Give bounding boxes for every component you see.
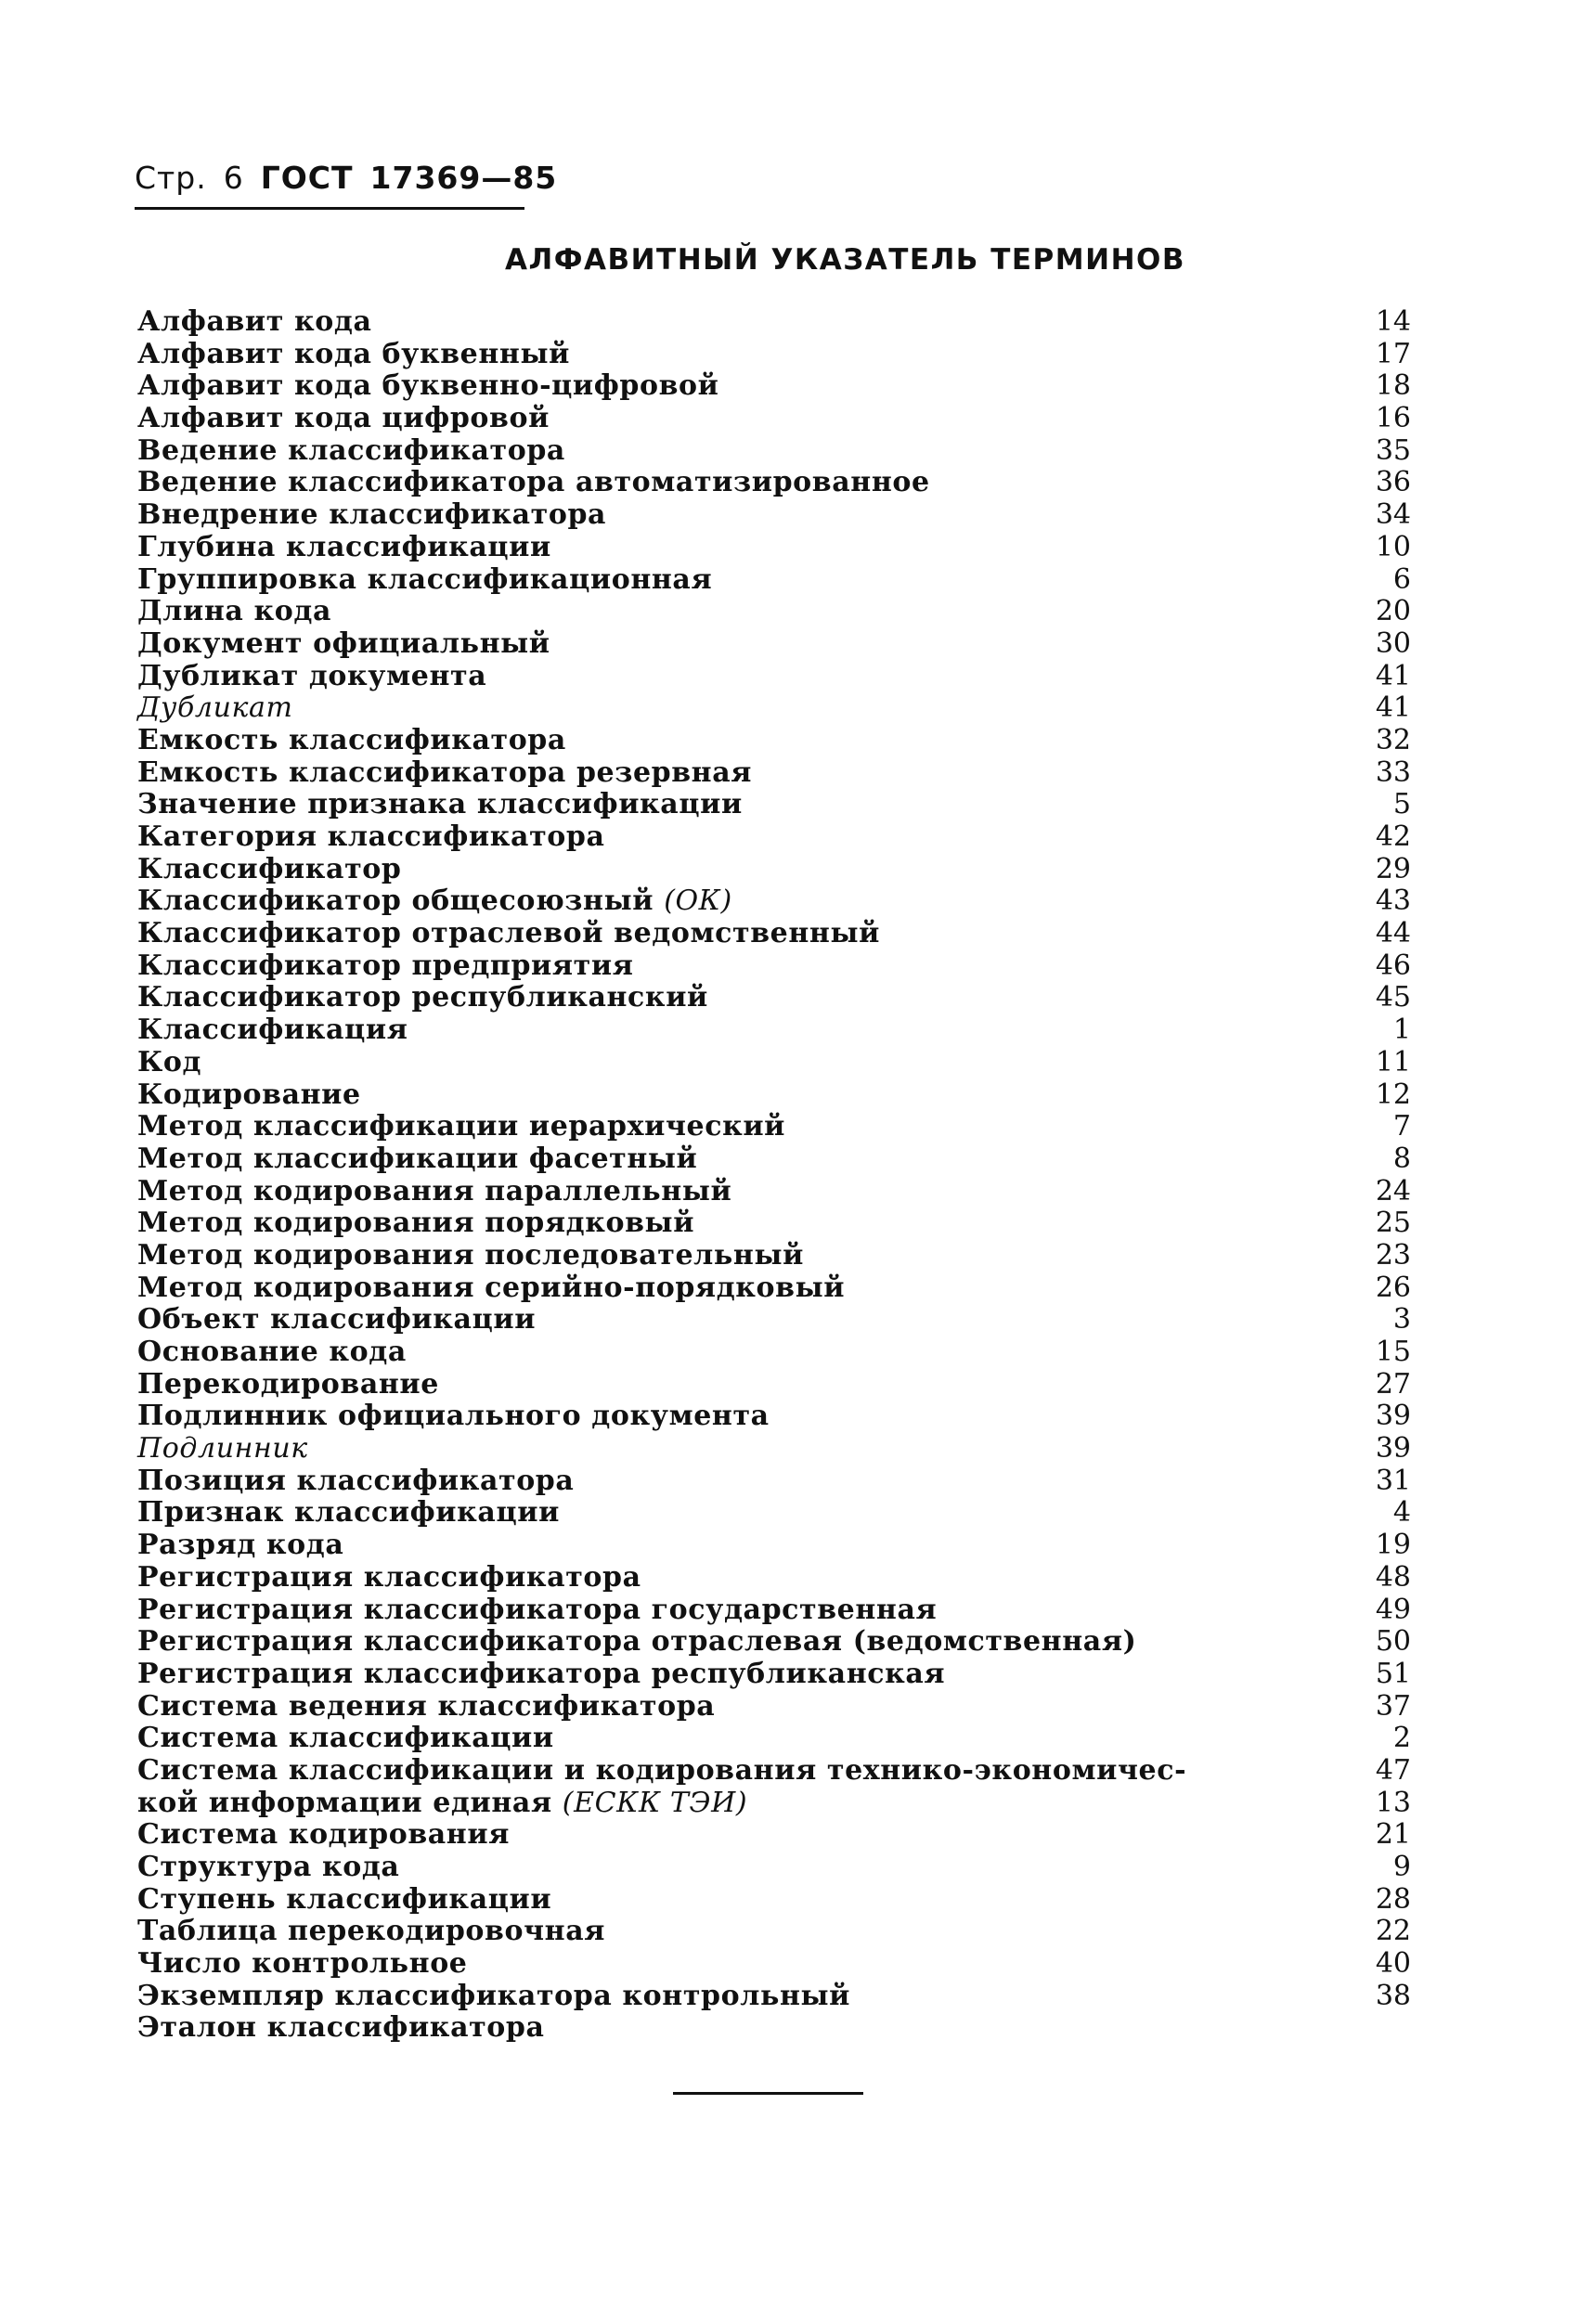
term-entry (137, 1723, 1158, 1755)
term-number: 41 (1375, 691, 1411, 725)
term-entry (137, 789, 1158, 821)
term-text: Позиция классификатора (137, 1464, 575, 1497)
footer-divider (673, 2092, 863, 2095)
term-entry (137, 692, 1158, 725)
term-entry (137, 1852, 1158, 1884)
term-number: 16 (1375, 402, 1411, 435)
term-text: Система классификации и кодирования технико-экономичес- (137, 1753, 1187, 1787)
term-text: Эталон классификатора (137, 2011, 545, 2045)
term-text: Разряд кода (137, 1529, 344, 1562)
term-number: 26 (1375, 1271, 1411, 1304)
term-text: Регистрация классификатора (137, 1560, 641, 1594)
term-text: Классификация (137, 1014, 408, 1047)
term-entry (137, 1884, 1158, 1917)
standard-number: 17369—85 (369, 160, 558, 196)
term-text: Признак классификации (137, 1496, 560, 1530)
term-entry (137, 1143, 1158, 1176)
term-number: 3 (1392, 1303, 1411, 1336)
header-divider (135, 207, 524, 210)
term-text: Емкость классификатора резервная (137, 755, 753, 789)
term-text: Система кодирования (137, 1818, 510, 1852)
term-entry (137, 467, 1158, 499)
term-entry (137, 596, 1158, 628)
term-text: Метод классификации иерархический (137, 1110, 786, 1143)
term-entry (137, 1819, 1158, 1852)
standard-label: ГОСТ (260, 160, 354, 196)
term-text: Алфавит кода буквенно-цифровой (137, 369, 719, 403)
term-number: 21 (1375, 1818, 1411, 1852)
term-entry (137, 1111, 1158, 1143)
term-list (137, 305, 1187, 2045)
term-text: Классификатор отраслевой ведомственный (137, 917, 880, 950)
term-number-list (1337, 306, 1411, 2012)
term-number: 8 (1392, 1142, 1411, 1175)
term-entry (137, 1304, 1158, 1336)
term-text: Классификатор республиканский (137, 981, 708, 1014)
term-entry (137, 2012, 1158, 2045)
term-entry (137, 1691, 1158, 1724)
term-number: 39 (1375, 1432, 1411, 1465)
term-text: Система классификации (137, 1722, 554, 1755)
term-text: Система ведения классификатора (137, 1689, 716, 1723)
term-number: 15 (1375, 1336, 1411, 1368)
index-title: АЛФАВИТНЫЙ УКАЗАТЕЛЬ ТЕРМИНОВ (505, 243, 1185, 277)
term-entry (137, 982, 1158, 1014)
term-entry (137, 725, 1158, 757)
term-number: 51 (1375, 1657, 1411, 1690)
term-number: 6 (1392, 562, 1411, 596)
term-text: Регистрация классификатора государственная (137, 1593, 938, 1626)
term-entry (137, 918, 1158, 950)
term-number: 20 (1375, 595, 1411, 628)
term-text: Емкость классификатора (137, 723, 566, 756)
term-number: 28 (1375, 1882, 1411, 1916)
term-number: 29 (1375, 852, 1411, 885)
term-entry (137, 435, 1158, 468)
term-number: 47 (1375, 1753, 1411, 1787)
term-number: 30 (1375, 626, 1411, 660)
term-entry (137, 950, 1158, 983)
term-number: 25 (1375, 1207, 1411, 1240)
term-number: 44 (1375, 917, 1411, 950)
term-number: 42 (1375, 820, 1411, 853)
term-number: 2 (1392, 1722, 1411, 1755)
term-number: 27 (1375, 1367, 1411, 1401)
term-text: Объект классификации (137, 1303, 537, 1336)
term-text: Основание кода (137, 1336, 407, 1368)
term-number: 31 (1375, 1464, 1411, 1497)
term-text: Внедрение классификатора (137, 498, 607, 532)
term-text: Подлинник (137, 1432, 308, 1465)
term-number: 40 (1375, 1947, 1411, 1981)
term-entry (137, 1981, 1158, 2013)
term-text: Ведение классификатора (137, 433, 565, 467)
term-entry (137, 1272, 1158, 1305)
term-text: Таблица перекодировочная (137, 1915, 606, 1948)
term-entry (137, 854, 1158, 886)
term-text: Код (137, 1045, 202, 1078)
page-label: Стр. (135, 160, 207, 196)
term-abbreviation: (ОК) (664, 884, 732, 918)
term-text: Метод кодирования последовательный (137, 1238, 804, 1272)
term-number: 48 (1375, 1560, 1411, 1594)
term-entry (137, 1753, 1187, 1788)
term-text: Ведение классификатора автоматизированное (137, 466, 930, 499)
page-number: 6 (223, 160, 244, 196)
term-number: 17 (1375, 337, 1411, 370)
term-entry (137, 499, 1158, 532)
term-entry (137, 661, 1158, 693)
term-text: Классификатор (137, 852, 402, 885)
term-entry (137, 1595, 1158, 1627)
term-entry (137, 1659, 1158, 1691)
term-entry (137, 1014, 1158, 1047)
term-text: Регистрация классификатора отраслевая (ведомственная) (137, 1625, 1137, 1659)
term-number: 18 (1375, 369, 1411, 403)
term-text: Экземпляр классификатора контрольный (137, 1979, 851, 2012)
term-text: Метод кодирования параллельный (137, 1174, 732, 1207)
term-entry (137, 1465, 1158, 1498)
term-number: 50 (1375, 1625, 1411, 1659)
term-entry (137, 1336, 1158, 1369)
term-number: 49 (1375, 1593, 1411, 1626)
term-text: Классификатор общесоюзный (137, 884, 654, 918)
term-entry (137, 821, 1158, 854)
term-number: 37 (1375, 1689, 1411, 1723)
term-entry (137, 564, 1158, 597)
term-entry (137, 885, 1158, 918)
term-number: 46 (1375, 949, 1411, 982)
term-number: 32 (1375, 723, 1411, 756)
term-entry (137, 1562, 1158, 1595)
term-entry (137, 1240, 1158, 1272)
term-text: Дубликат (137, 691, 293, 725)
term-entry (137, 1433, 1158, 1465)
term-text: Перекодирование (137, 1367, 439, 1401)
term-entry (137, 1401, 1158, 1433)
term-entry (137, 1788, 1158, 1820)
term-text: Кодирование (137, 1078, 361, 1111)
term-text: Метод классификации фасетный (137, 1142, 698, 1175)
term-number: 14 (1375, 305, 1411, 338)
term-text: Число контрольное (137, 1947, 468, 1981)
term-entry (137, 532, 1158, 564)
term-number: 10 (1375, 530, 1411, 563)
term-number: 12 (1375, 1078, 1411, 1111)
term-text: Структура кода (137, 1851, 400, 1883)
term-number: 45 (1375, 981, 1411, 1014)
term-text: Значение признака классификации (137, 788, 743, 821)
term-text: Алфавит кода буквенный (137, 337, 571, 370)
term-abbreviation: (ЕСКК ТЭИ) (562, 1786, 748, 1819)
term-entry (137, 370, 1158, 403)
term-number: 23 (1375, 1238, 1411, 1272)
term-text: Регистрация классификатора республиканская (137, 1657, 946, 1690)
term-entry (137, 1497, 1158, 1530)
term-text: Алфавит кода (137, 305, 372, 338)
term-text: Группировка классификационная (137, 562, 713, 596)
term-number: 1 (1392, 1014, 1411, 1047)
term-text: кой информации единая (137, 1786, 552, 1819)
term-entry (137, 306, 1158, 339)
term-number: 33 (1375, 755, 1411, 789)
term-text: Классификатор предприятия (137, 949, 634, 982)
term-text: Подлинник официального документа (137, 1400, 770, 1433)
term-text: Дубликат документа (137, 659, 487, 692)
page-header (135, 160, 574, 196)
term-number: 36 (1375, 466, 1411, 499)
term-entry (137, 339, 1158, 371)
term-entry (137, 1047, 1158, 1079)
term-entry (137, 1369, 1158, 1401)
term-number: 35 (1375, 433, 1411, 467)
term-entry (137, 628, 1158, 661)
term-entry (137, 1207, 1158, 1240)
term-entry (137, 403, 1158, 435)
term-number: 22 (1375, 1915, 1411, 1948)
term-number: 19 (1375, 1529, 1411, 1562)
term-entry (137, 1948, 1158, 1981)
term-text: Категория классификатора (137, 820, 605, 853)
term-number: 5 (1392, 788, 1411, 821)
term-number: 11 (1375, 1045, 1411, 1078)
term-number: 24 (1375, 1174, 1411, 1207)
term-text: Метод кодирования порядковый (137, 1207, 695, 1240)
term-number: 43 (1375, 884, 1411, 918)
term-number: 34 (1375, 498, 1411, 532)
term-entry (137, 1530, 1158, 1562)
term-text: Длина кода (137, 595, 332, 628)
term-number: 13 (1375, 1786, 1411, 1819)
term-entry (137, 1916, 1158, 1948)
term-entry (137, 1079, 1158, 1112)
term-number: 38 (1375, 1979, 1411, 2012)
term-entry (137, 757, 1158, 790)
term-entry (137, 1176, 1158, 1208)
term-entry (137, 1626, 1158, 1659)
term-text: Метод кодирования серийно-порядковый (137, 1271, 846, 1304)
term-text: Ступень классификации (137, 1882, 552, 1916)
term-number: 4 (1392, 1496, 1411, 1530)
term-text: Алфавит кода цифровой (137, 402, 550, 435)
term-text: Документ официальный (137, 626, 550, 660)
term-number: 9 (1392, 1851, 1411, 1883)
term-number: 39 (1375, 1400, 1411, 1433)
term-text: Глубина классификации (137, 530, 551, 563)
term-number: 41 (1375, 659, 1411, 692)
term-number: 7 (1392, 1110, 1411, 1143)
